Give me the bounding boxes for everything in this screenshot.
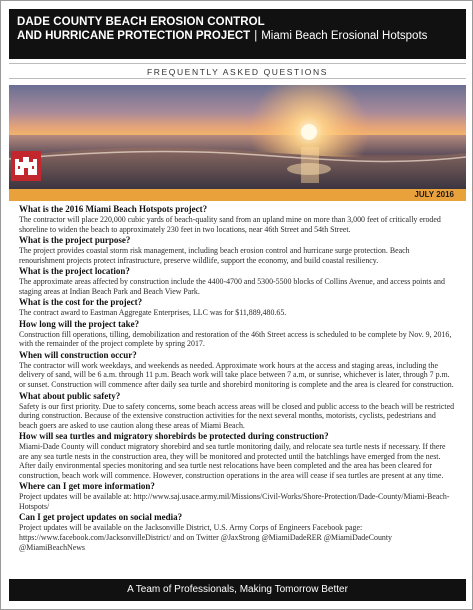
faq-question: How will sea turtles and migratory shorebirds be protected during construction?: [19, 431, 329, 442]
header-separator: |: [254, 30, 258, 42]
faq-question: When will construction occur?: [19, 349, 137, 360]
faq-question: What is the project purpose?: [19, 235, 131, 246]
faq-answer: Project updates will be available at: http://www.saj.usace.army.mil/Missions/Civil-Works/Shore-Protection/Dade-County/Miami-Beach-Hotspots/: [19, 492, 450, 511]
faq-list: [19, 204, 456, 553]
header-title-line2: [17, 29, 458, 43]
section-title: FREQUENTLY ASKED QUESTIONS: [9, 63, 466, 79]
faq-answer: Miami-Dade County will conduct migratory shorebird and sea turtle monitoring daily, and relocate sea turtle nests if necessary. If there are any sea turtle nests in the construction area, they will be monitored and protected until the batchlings have emerged from the nest. After daily environmental species monitoring and sea turtle nest relocations have been completed and the area has been cleared for construction, beach work will commence. However, construction operations in the area will cease if sea turtles are present at any time.: [19, 442, 446, 480]
faq-answer: The project provides coastal storm risk management, including beach erosion control and hurricane surge protection. Beach renourishment projects protect infrastructure, preserve wildlife, support the economy, and build coastal resiliency.: [19, 246, 410, 265]
faq-question: How long will the project take?: [19, 318, 140, 329]
beach-sunset-photo: [9, 85, 466, 189]
faq-question: What is the cost for the project?: [19, 297, 143, 308]
document-header: [9, 9, 466, 59]
faq-answer: The contractor will place 220,000 cubic yards of beach-quality sand from an upland mine on more than 3,000 feet of critically eroded shoreline to widen the beach to approximately 230 feet in two locations, near 46th Street and 54th Street.: [19, 215, 441, 234]
faq-answer: Safety is our first priority. Due to safety concerns, some beach access areas will be closed and public access to the beach will be restricted during construction. Because of the extensive construction activities for the next several months, motorists, cyclists, pedestrians and beach goers are asked to use caution along these areas of Miami Beach.: [19, 401, 455, 430]
header-title-line2-text: AND HURRICANE PROTECTION PROJECT: [17, 30, 251, 42]
faq-question: What about public safety?: [19, 390, 121, 401]
faq-answer: Construction fill operations, tilling, demobilization and restoration of the 46th Street access is scheduled to be complete by Nov. 9, 2016, with the remainder of the project complete by spring 2017.: [19, 329, 452, 349]
footer-tagline: A Team of Professionals, Making Tomorrow Better: [9, 579, 466, 601]
castle-icon: [14, 156, 38, 176]
header-title-line1: DADE COUNTY BEACH EROSION CONTROL: [17, 16, 265, 28]
faq-answer: The contract award to Eastman Aggregate Enterprises, LLC was for $11,889,480.65.: [19, 308, 287, 318]
header-subtitle: Miami Beach Erosional Hotspots: [261, 30, 428, 42]
usace-castle-logo: [11, 151, 41, 181]
faq-question: What is the 2016 Miami Beach Hotspots project?: [19, 204, 208, 214]
date-banner: [9, 189, 466, 201]
faq-question: Where can I get more information?: [19, 481, 155, 492]
beach-scene-graphic: [9, 85, 466, 189]
faq-question: Can I get project updates on social media?: [19, 512, 183, 523]
faq-answer: Project updates will be available on the Jacksonville District, U.S. Army Corps of Engineers Facebook page: https://www.facebook.com/JacksonvilleDistrict/ and on Twitter @JaxStrong @MiamiDadeRER @MiamiDadeCounty @MiamiBeachNews: [19, 523, 392, 552]
publication-date: JULY 2016: [414, 190, 454, 199]
faq-answer: The contractor will work weekdays, and weekends as needed. Approximate work hours at the access and staging areas, including the delivery of sand, will be 6 a.m. through 11 p.m. Beach work will take place between 7 a.m, or sunrise, whichever is later, through 7 p.m. or sunset. Construction will commence after daily sea turtle and shorebird monitoring is complete and the area is cleared for construction.: [19, 360, 454, 390]
faq-answer: The approximate areas affected by construction include the 4400-4700 and 5300-5500 blocks of Collins Avenue, and access points and staging areas at Indian Beach Park and Beach View Park.: [19, 277, 445, 296]
faq-question: What is the project location?: [19, 266, 130, 277]
